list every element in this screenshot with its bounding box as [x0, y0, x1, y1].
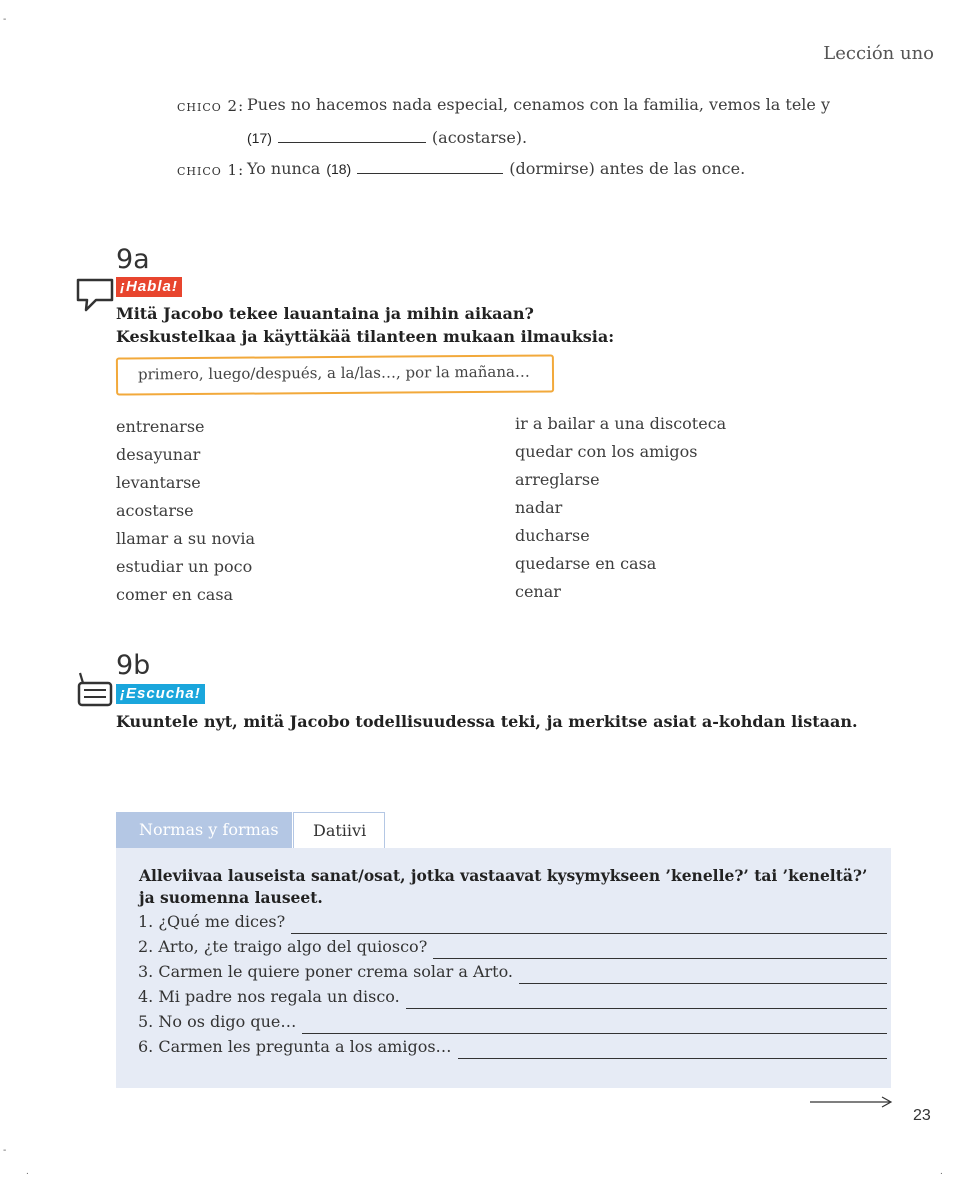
list-item: ir a bailar a una discoteca	[515, 414, 727, 433]
list-item: arreglarse	[515, 470, 600, 489]
exercise-item	[138, 909, 887, 934]
exercise-number: 9b	[116, 650, 151, 681]
instruction: Mitä Jacobo tekee lauantaina ja mihin aikaan?	[116, 304, 534, 323]
tab-datiivi	[293, 812, 385, 848]
crop-mark: -	[3, 14, 7, 25]
answer-blank[interactable]	[278, 128, 426, 143]
chapter-title: Lección uno	[823, 43, 934, 64]
blank-number: (18)	[326, 161, 352, 177]
dialogue-line-continued	[247, 128, 527, 147]
speaker-label: chico 2:	[177, 97, 245, 115]
item-number: 4.	[138, 987, 154, 1006]
activity-list-left	[116, 413, 255, 609]
tab-label: Normas y formas	[139, 820, 279, 839]
item-number: 6.	[138, 1037, 154, 1056]
item-number: 2.	[138, 937, 154, 956]
answer-blank[interactable]	[357, 159, 503, 174]
item-number: 1.	[138, 912, 154, 931]
item-text: ¿Qué me dices?	[158, 912, 286, 931]
item-text: No os digo que…	[158, 1012, 297, 1031]
crop-mark: .	[940, 1166, 943, 1177]
crop-mark: .	[26, 1166, 29, 1177]
grammar-box	[116, 848, 891, 1088]
item-text: Carmen les pregunta a los amigos…	[158, 1037, 452, 1056]
page-number: 23	[913, 1107, 931, 1124]
item-number: 3.	[138, 962, 154, 981]
speaker-label: chico 1:	[177, 161, 245, 179]
answer-line[interactable]	[406, 992, 887, 1009]
exercise-item	[138, 1034, 887, 1059]
activity-list-right	[515, 410, 726, 606]
exercise-item	[138, 959, 887, 984]
instruction: Kuuntele nyt, mitä Jacobo todellisuudessa teki, ja merkitse asiat a-kohdan listaan.	[116, 712, 858, 731]
exercise-item	[138, 984, 887, 1009]
list-item: quedar con los amigos	[515, 442, 698, 461]
exercise-number: 9a	[116, 244, 150, 275]
arrow-right-icon	[810, 1094, 894, 1114]
answer-line[interactable]	[458, 1042, 887, 1059]
instruction: Keskustelkaa ja käyttäkää tilanteen mukaan ilmauksia:	[116, 327, 615, 346]
list-item: acostarse	[116, 501, 194, 520]
list-item: ducharse	[515, 526, 590, 545]
habla-tag: ¡Habla!	[116, 277, 182, 297]
tab-label: Datiivi	[313, 821, 367, 840]
exercise-list	[138, 909, 887, 1059]
item-text: Mi padre nos regala un disco.	[158, 987, 400, 1006]
answer-line[interactable]	[519, 967, 887, 984]
dialogue-line	[247, 159, 745, 178]
item-number: 5.	[138, 1012, 154, 1031]
dialogue-line: Pues no hacemos nada especial, cenamos con la familia, vemos la tele y	[247, 95, 830, 114]
grammar-instruction: ja suomenna lauseet.	[139, 888, 323, 907]
answer-line[interactable]	[302, 1017, 887, 1034]
list-item: comer en casa	[116, 585, 234, 604]
grammar-instruction: Alleviivaa lauseista sanat/osat, jotka vastaavat kysymykseen ’kenelle?’ tai ’keneltä?’	[139, 866, 868, 885]
expressions-box	[116, 354, 554, 395]
escucha-tag: ¡Escucha!	[116, 684, 205, 704]
expressions-text: primero, luego/después, a la/las…, por la mañana…	[137, 362, 530, 384]
list-item: nadar	[515, 498, 563, 517]
item-text: Carmen le quiere poner crema solar a Arto.	[158, 962, 514, 981]
radio-icon	[76, 671, 114, 713]
list-item: entrenarse	[116, 417, 205, 436]
dialogue-hint: (acostarse).	[431, 128, 528, 147]
dialogue-text: Yo nunca	[247, 159, 321, 178]
list-item: quedarse en casa	[515, 554, 657, 573]
list-item: llamar a su novia	[116, 529, 256, 548]
list-item: desayunar	[116, 445, 201, 464]
list-item: estudiar un poco	[116, 557, 253, 576]
list-item: levantarse	[116, 473, 201, 492]
answer-line[interactable]	[433, 942, 887, 959]
answer-line[interactable]	[291, 917, 887, 934]
exercise-item	[138, 934, 887, 959]
exercise-item	[138, 1009, 887, 1034]
dialogue-hint: (dormirse) antes de las once.	[509, 159, 746, 178]
crop-mark: -	[3, 1145, 7, 1156]
item-text: Arto, ¿te traigo algo del quiosco?	[158, 937, 428, 956]
blank-number: (17)	[247, 130, 272, 146]
speech-bubble-icon	[76, 278, 114, 316]
list-item: cenar	[515, 582, 561, 601]
tab-normas-y-formas	[116, 812, 292, 848]
